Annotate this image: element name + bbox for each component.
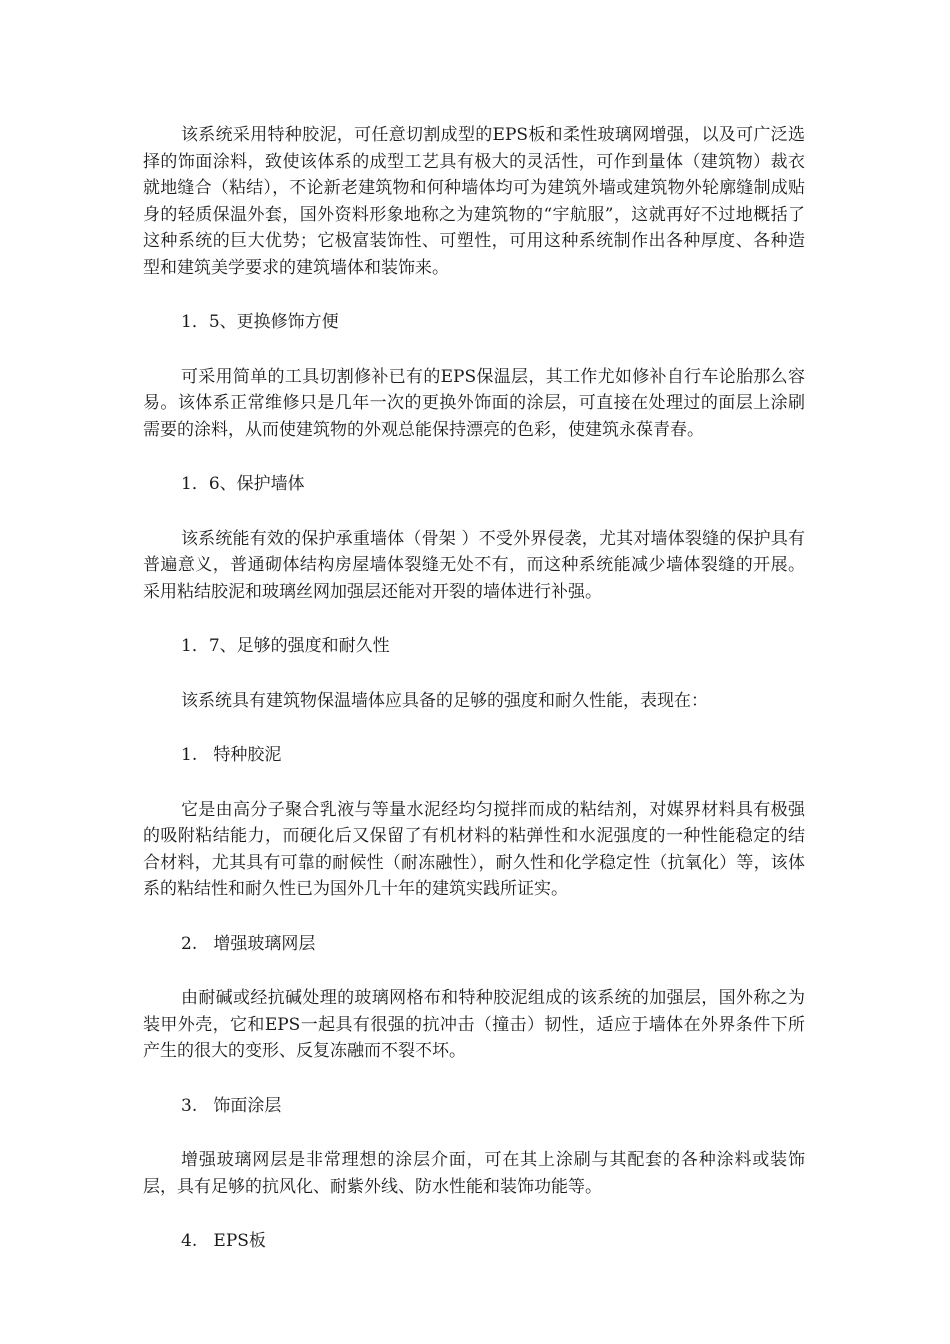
paragraph-finish-coating: 增强玻璃网层是非常理想的涂层介面，可在其上涂刷与其配套的各种涂料或装饰层，具有足够的抗风化、耐紫外线、防水性能和装饰功能等。 (143, 1150, 805, 1197)
document-body (143, 122, 805, 1255)
section-heading-1-6: 1．6、保护墙体 (181, 474, 305, 494)
paragraph-wall-protection: 该系统能有效的保护承重墙体（骨架 ）不受外界侵袭，尤其对墙体裂缝的保护具有普遍意义，普通砌体结构房屋墙体裂缝无处不有，而这种系统能减少墙体裂缝的开展。采用粘结胶泥和玻璃丝网加强层还能对开裂的墙体进行补强。 (143, 528, 805, 602)
paragraph-glass-mesh: 由耐碱或经抗碱处理的玻璃网格布和特种胶泥组成的该系统的加强层，国外称之为装甲外壳，它和EPS一起具有很强的抗冲击（撞击）韧性，适应于墙体在外界条件下所产生的很大的变形、反复冻融而不裂不坏。 (143, 988, 805, 1061)
section-heading-1-7: 1．7、足够的强度和耐久性 (181, 636, 390, 656)
list-heading-eps-board: 4. EPS板 (181, 1231, 266, 1251)
paragraph-easy-repair: 可采用简单的工具切割修补已有的EPS保温层，其工作尤如修补自行车论胎那么容易。该体系正常维修只是几年一次的更换外饰面的涂层，可直接在处理过的面层上涂刷需要的涂料，从而使建筑物的外观总能保持漂亮的色彩，使建筑永葆青春。 (143, 366, 805, 440)
paragraph-strength-intro: 该系统具有建筑物保温墙体应具备的足够的强度和耐久性能，表现在： (181, 690, 708, 711)
list-heading-glass-mesh: 2. 增强玻璃网层 (181, 933, 316, 954)
section-heading-1-5: 1．5、更换修饰方便 (181, 312, 339, 332)
list-heading-finish-coating: 3. 饰面涂层 (181, 1095, 282, 1116)
list-heading-special-mortar: 1. 特种胶泥 (181, 745, 282, 765)
paragraph-special-mortar: 它是由高分子聚合乳液与等量水泥经均匀搅拌而成的粘结剂，对媒界材料具有极强的吸附粘结能力，而硬化后又保留了有机材料的粘弹性和水泥强度的一种性能稳定的结合材料，尤其具有可靠的耐候性（耐冻融性），耐久性和化学稳定性（抗氧化）等，该体系的粘结性和耐久性已为国外几十年的建筑实践所证实。 (143, 799, 805, 899)
paragraph-system-flexibility: 该系统采用特种胶泥，可任意切割成型的EPS板和柔性玻璃网增强，以及可广泛选择的饰面涂料，致使该体系的成型工艺具有极大的灵活性，可作到量体（建筑物）裁衣就地缝合（粘结），不论新老建筑物和何种墙体均可为建筑外墙或建筑物外轮廓缝制成贴身的轻质保温外套，国外资料形象地称之为建筑物的“宇航服”，这就再好不过地概括了这种系统的巨大优势；它极富装饰性、可塑性，可用这种系统制作出各种厚度、各种造型和建筑美学要求的建筑墙体和装饰来。 (143, 125, 805, 278)
